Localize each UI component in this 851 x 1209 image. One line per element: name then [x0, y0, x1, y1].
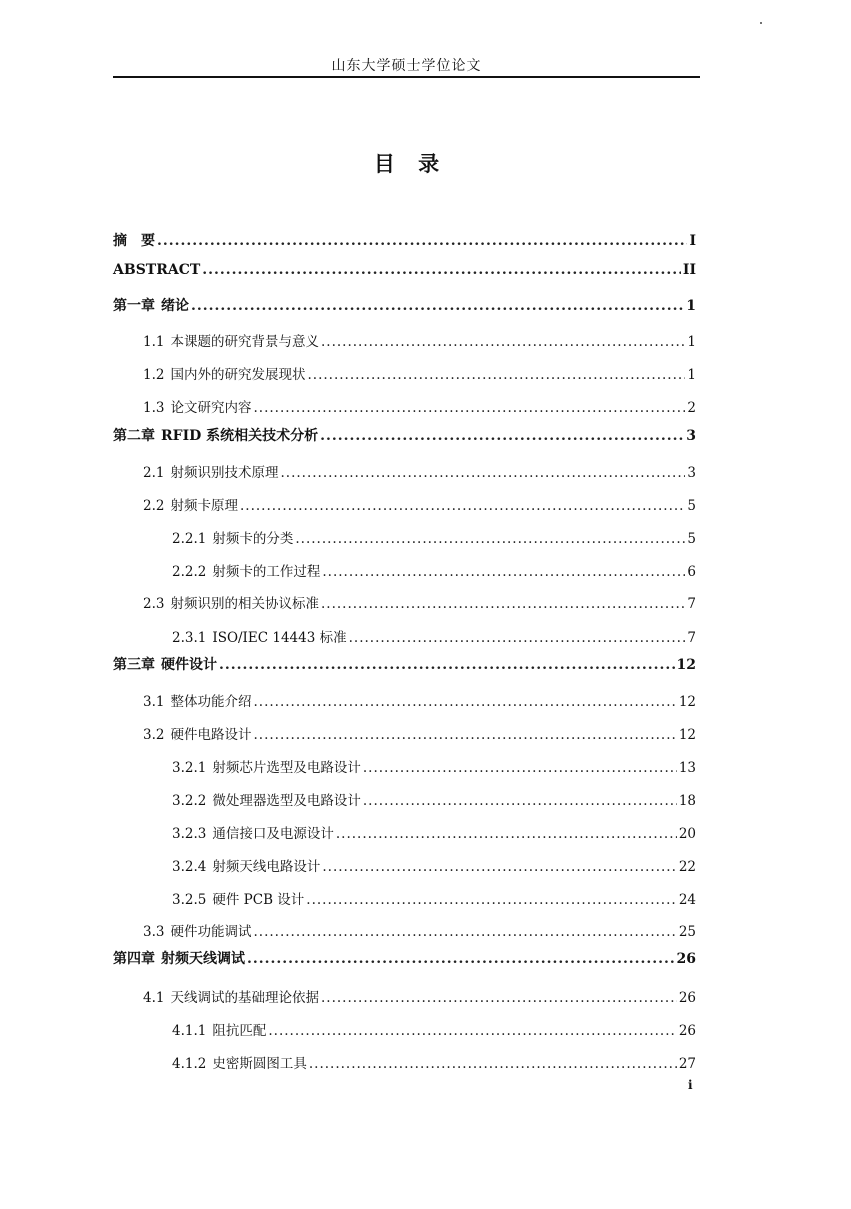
- toc-entry[interactable]: [113, 295, 696, 317]
- toc-entry-label: [172, 560, 320, 580]
- toc-entry-text: 整体功能介绍: [170, 694, 252, 710]
- toc-entry-page: 3: [687, 465, 696, 481]
- toc-entry-number: 1.1: [143, 334, 165, 350]
- toc-entry-number: 第三章: [113, 657, 155, 673]
- toc-entry-label: [172, 756, 361, 776]
- toc-entry[interactable]: [143, 330, 696, 352]
- toc-entry[interactable]: [143, 986, 696, 1008]
- toc-entry-page: II: [682, 262, 696, 278]
- toc-entry-number: 2.2: [143, 498, 165, 514]
- toc-entry-page: 5: [687, 498, 696, 514]
- toc-entry[interactable]: [143, 363, 696, 385]
- toc-entry-text: 射频识别技术原理: [170, 465, 279, 481]
- toc-entry-label: [113, 230, 155, 250]
- toc-entry-text: ISO/IEC 14443 标准: [212, 630, 347, 646]
- toc-entry-text: 绪论: [161, 298, 189, 314]
- toc-entry-text: 摘 要: [113, 233, 155, 249]
- dot-leader: [363, 793, 677, 809]
- toc-entry-label: [143, 461, 278, 481]
- dot-leader: [191, 298, 684, 314]
- toc-entry-label: [113, 425, 318, 445]
- toc-entry[interactable]: [172, 1052, 696, 1074]
- dot-leader: [321, 990, 677, 1006]
- dot-leader: [306, 892, 677, 908]
- toc-entry-label: [143, 396, 251, 416]
- toc-entry-text: 硬件 PCB 设计: [212, 892, 305, 908]
- toc-entry-number: 4.1: [143, 990, 165, 1006]
- toc-entry-text: 射频天线调试: [161, 951, 245, 967]
- dot-leader: [336, 826, 677, 842]
- toc-entry-number: 2.3.1: [172, 630, 207, 646]
- toc-entry-page: 7: [687, 630, 696, 646]
- toc-entry-text: 微处理器选型及电路设计: [212, 793, 361, 809]
- toc-entry[interactable]: [113, 425, 696, 447]
- toc-entry-label: [113, 654, 217, 674]
- toc-entry-number: 2.1: [143, 465, 165, 481]
- toc-entry-page: 20: [678, 826, 696, 842]
- toc-entry-text: 硬件电路设计: [170, 727, 252, 743]
- toc-entry-page: 26: [678, 990, 696, 1006]
- toc-entry-label: [172, 888, 304, 908]
- toc-entry-number: 2.3: [143, 596, 165, 612]
- dot-leader: [322, 859, 676, 875]
- toc-entry-page: 2: [687, 400, 696, 416]
- toc-entry-number: 3.3: [143, 924, 165, 940]
- toc-entry-number: 3.2.2: [172, 793, 207, 809]
- toc-entry[interactable]: [172, 789, 696, 811]
- toc-entry-label: [143, 330, 319, 350]
- toc-entry-label: [143, 986, 319, 1006]
- toc-entry-page: 18: [678, 793, 696, 809]
- toc-entry[interactable]: [172, 822, 696, 844]
- toc-entry-page: 1: [687, 367, 696, 383]
- toc-entry-number: 第一章: [113, 298, 155, 314]
- dot-leader: [240, 498, 685, 514]
- header-rule: [113, 76, 700, 78]
- toc-entry[interactable]: [172, 1019, 696, 1041]
- toc-entry-label: [143, 723, 251, 743]
- toc-entry-text: 射频识别的相关协议标准: [170, 596, 319, 612]
- dot-leader: [349, 630, 686, 646]
- toc-entry-page: 22: [678, 859, 696, 875]
- toc-entry[interactable]: [172, 527, 696, 549]
- toc-entry-text: 硬件设计: [161, 657, 217, 673]
- toc-entry[interactable]: [172, 888, 696, 910]
- toc-entry-page: 1: [686, 298, 696, 314]
- toc-entry-page: 6: [687, 564, 696, 580]
- toc-entry-number: 3.2.1: [172, 760, 207, 776]
- toc-entry-text: 本课题的研究背景与意义: [170, 334, 319, 350]
- toc-entry-number: 2.2.1: [172, 531, 207, 547]
- toc-entry-text: 论文研究内容: [170, 400, 252, 416]
- toc-entry[interactable]: [143, 920, 696, 942]
- toc-entry-number: 2.2.2: [172, 564, 207, 580]
- dot-leader: [253, 400, 685, 416]
- toc-entry-page: 24: [678, 892, 696, 908]
- toc-entry[interactable]: [143, 592, 696, 614]
- dot-leader: [247, 951, 675, 967]
- toc-entry[interactable]: [113, 230, 696, 252]
- toc-entry-text: 射频芯片选型及电路设计: [212, 760, 361, 776]
- toc-entry-label: [143, 690, 251, 710]
- toc-entry-label: [113, 948, 245, 968]
- dot-leader: [268, 1023, 676, 1039]
- toc-entry[interactable]: [172, 560, 696, 582]
- dot-leader: [321, 596, 685, 612]
- toc-entry[interactable]: [143, 494, 696, 516]
- toc-entry-page: 12: [678, 727, 696, 743]
- toc-entry-text: 通信接口及电源设计: [212, 826, 334, 842]
- toc-entry[interactable]: [113, 262, 696, 284]
- toc-entry-label: [172, 1052, 307, 1072]
- page-number: i: [688, 1078, 693, 1092]
- toc-entry-page: 26: [678, 1023, 696, 1039]
- toc-entry-text: 阻抗匹配: [212, 1023, 267, 1039]
- toc-entry-number: 3.2.4: [172, 859, 207, 875]
- toc-entry-text: 射频天线电路设计: [212, 859, 321, 875]
- toc-entry[interactable]: [143, 723, 696, 745]
- toc-entry[interactable]: [113, 654, 696, 676]
- toc-entry-page: 27: [678, 1056, 696, 1072]
- dot-leader: [322, 564, 685, 580]
- toc-entry-page: I: [689, 233, 696, 249]
- toc-entry-page: 13: [678, 760, 696, 776]
- toc-entry-number: 3.2.3: [172, 826, 207, 842]
- toc-entry-page: 25: [678, 924, 696, 940]
- toc-entry[interactable]: [172, 626, 696, 648]
- toc-entry[interactable]: [172, 756, 696, 778]
- toc-entry-label: [172, 527, 293, 547]
- dot-leader: [309, 1056, 677, 1072]
- running-header: 山东大学硕士学位论文: [331, 58, 482, 74]
- toc-entry-page: 12: [676, 657, 696, 673]
- toc-entry-number: 1.2: [143, 367, 165, 383]
- dot-leader: [295, 531, 685, 547]
- toc-entry-number: 4.1.2: [172, 1056, 207, 1072]
- page-title: 目 录: [373, 151, 440, 176]
- toc-entry-text: 射频卡原理: [170, 498, 238, 514]
- toc-entry-label: [172, 789, 361, 809]
- toc-entry-label: [143, 920, 251, 940]
- toc-entry-label: [172, 1019, 266, 1039]
- dot-leader: [157, 233, 687, 249]
- toc-entry-number: 3.1: [143, 694, 165, 710]
- dot-leader: [363, 760, 677, 776]
- dot-leader: [202, 262, 681, 278]
- toc-entry-label: [143, 592, 319, 612]
- toc-entry[interactable]: [113, 948, 696, 970]
- toc-entry-page: 5: [687, 531, 696, 547]
- toc-entry-text: 天线调试的基础理论依据: [170, 990, 319, 1006]
- toc-entry-label: [172, 822, 334, 842]
- toc-entry-label: [172, 855, 320, 875]
- toc-entry-label: [172, 626, 347, 646]
- dot-leader: [321, 334, 685, 350]
- dot-leader: [253, 694, 676, 710]
- toc-entry-page: 1: [687, 334, 696, 350]
- toc-entry-label: [113, 262, 200, 278]
- toc-entry[interactable]: [143, 461, 696, 483]
- toc-entry[interactable]: [143, 690, 696, 712]
- toc-entry-number: 4.1.1: [172, 1023, 207, 1039]
- scan-speck: [760, 22, 762, 24]
- toc-entry-page: 12: [678, 694, 696, 710]
- toc-entry-number: 3.2.5: [172, 892, 207, 908]
- toc-entry-number: 1.3: [143, 400, 165, 416]
- dot-leader: [253, 727, 676, 743]
- toc-entry-number: 3.2: [143, 727, 165, 743]
- toc-entry-label: [113, 295, 189, 315]
- toc-entry-text: 国内外的研究发展现状: [170, 367, 306, 383]
- toc-entry[interactable]: [143, 396, 696, 418]
- toc-entry-page: 7: [687, 596, 696, 612]
- dot-leader: [307, 367, 685, 383]
- toc-entry[interactable]: [172, 855, 696, 877]
- dot-leader: [280, 465, 685, 481]
- toc-entry-number: 第四章: [113, 951, 155, 967]
- toc-entry-text: 硬件功能调试: [170, 924, 252, 940]
- toc-entry-text: 射频卡的分类: [212, 531, 294, 547]
- dot-leader: [320, 428, 684, 444]
- toc-entry-text: 射频卡的工作过程: [212, 564, 321, 580]
- toc-entry-text: 史密斯圆图工具: [212, 1056, 307, 1072]
- toc-entry-number: 第二章: [113, 428, 155, 444]
- toc-entry-label: [143, 363, 305, 383]
- toc-entry-label: [143, 494, 238, 514]
- dot-leader: [219, 657, 675, 673]
- toc-entry-page: 3: [686, 428, 696, 444]
- toc-entry-text: RFID 系统相关技术分析: [161, 428, 319, 444]
- dot-leader: [253, 924, 676, 940]
- toc-entry-text: ABSTRACT: [113, 262, 201, 278]
- toc-entry-page: 26: [676, 951, 696, 967]
